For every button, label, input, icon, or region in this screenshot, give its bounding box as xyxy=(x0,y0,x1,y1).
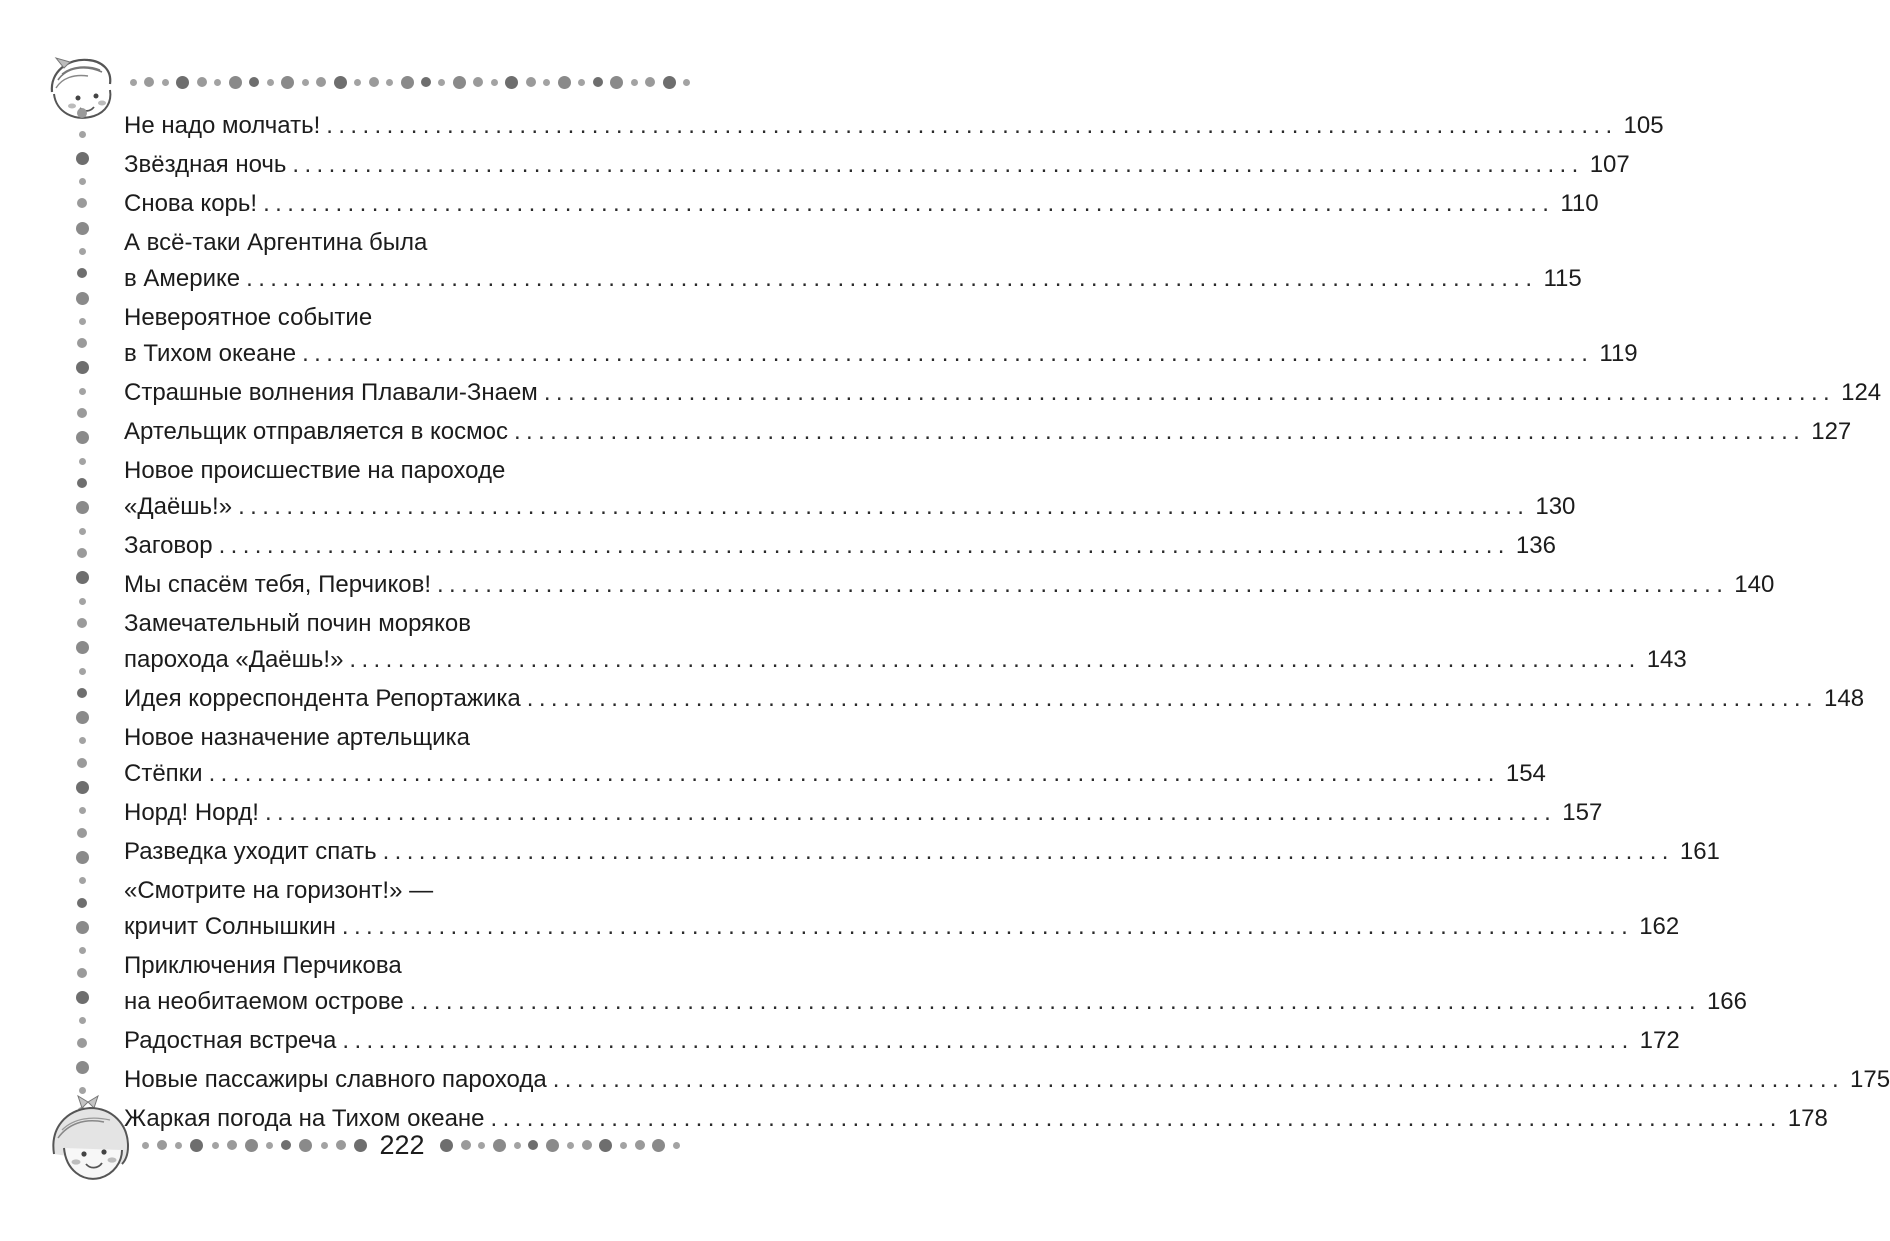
border-dot xyxy=(578,79,585,86)
toc-entry-page: 110 xyxy=(1560,190,1599,217)
toc-entry xyxy=(124,414,1852,450)
border-dot xyxy=(76,152,89,165)
toc-entry xyxy=(124,834,1720,870)
left-dotted-border xyxy=(72,108,92,1118)
border-dot xyxy=(79,178,86,185)
toc-entry-title: Жаркая погода на Тихом океане xyxy=(124,1105,485,1132)
toc-entry-title: Снова корь! xyxy=(124,190,258,217)
border-dot xyxy=(212,1142,219,1149)
toc-entry-title: Заговор xyxy=(124,532,213,559)
border-dot xyxy=(76,222,89,235)
toc-entry-title: Разведка уходит спать xyxy=(124,838,377,865)
border-dot xyxy=(77,478,87,488)
border-dot xyxy=(491,79,498,86)
border-dot xyxy=(76,921,89,934)
border-dot xyxy=(473,77,483,87)
top-dotted-border xyxy=(130,73,690,91)
border-dot xyxy=(79,248,86,255)
toc-entry-page: 148 xyxy=(1824,685,1865,712)
toc-entry-page: 178 xyxy=(1787,1105,1828,1132)
toc-entry xyxy=(124,948,1747,1020)
border-dot xyxy=(645,77,655,87)
toc-entry-title: Мы спасём тебя, Перчиков! xyxy=(124,571,431,598)
toc-entry-page: 143 xyxy=(1646,646,1687,673)
border-dot xyxy=(461,1140,471,1150)
border-dot xyxy=(453,76,466,89)
dot-leader: ........................................................................................................... xyxy=(382,838,1674,865)
toc-entry-page: 175 xyxy=(1850,1066,1890,1093)
border-dot xyxy=(77,828,87,838)
dot-leader: ........................................................................................................... xyxy=(349,646,1641,673)
border-dot xyxy=(76,851,89,864)
toc-entry-title: Страшные волнения Плавали-Знаем xyxy=(124,379,538,406)
border-dot xyxy=(610,76,623,89)
toc-entry-page: 115 xyxy=(1543,265,1582,292)
toc-entry xyxy=(124,1023,1680,1059)
border-dot xyxy=(76,501,89,514)
toc-entry xyxy=(124,375,1882,411)
toc-entry-title-line1: А всё-таки Аргентина была xyxy=(124,229,428,256)
border-dot xyxy=(79,318,86,325)
toc-entry-page: 140 xyxy=(1734,571,1775,598)
border-dot xyxy=(281,1140,291,1150)
toc-entry-title: парохода «Даёшь!» xyxy=(124,646,344,673)
toc-entry-page: 105 xyxy=(1623,112,1664,139)
border-dot xyxy=(354,1139,367,1152)
toc-entry xyxy=(124,147,1630,183)
toc-entry-page: 119 xyxy=(1599,340,1638,367)
toc-entry-title-line1: Новое происшествие на пароходе xyxy=(124,457,506,484)
border-dot xyxy=(130,79,137,86)
border-dot xyxy=(369,77,379,87)
toc-entry-page: 124 xyxy=(1841,379,1882,406)
toc-entry-title-line1: Замечательный почин моряков xyxy=(124,610,472,637)
dot-leader: ........................................................................................................... xyxy=(246,265,1538,292)
toc-entry-title: кричит Солнышкин xyxy=(124,913,336,940)
border-dot xyxy=(76,781,89,794)
toc-entry xyxy=(124,567,1775,603)
border-dot xyxy=(76,641,89,654)
border-dot xyxy=(652,1139,665,1152)
border-dot xyxy=(267,79,274,86)
border-dot xyxy=(440,1139,453,1152)
toc-entry xyxy=(124,873,1680,945)
border-dot xyxy=(175,1142,182,1149)
toc-entry-page: 127 xyxy=(1811,418,1852,445)
border-dot xyxy=(77,198,87,208)
toc-entry-page: 154 xyxy=(1505,760,1546,787)
toc-entry xyxy=(124,225,1582,297)
page-number: 222 xyxy=(379,1130,425,1160)
toc-entry-title: Норд! Норд! xyxy=(124,799,259,826)
border-dot xyxy=(336,1140,346,1150)
border-dot xyxy=(620,1142,627,1149)
border-dot xyxy=(249,77,259,87)
dot-leader: ........................................................................................................... xyxy=(208,760,1500,787)
border-dot xyxy=(76,711,89,724)
dot-leader: ........................................................................................................... xyxy=(292,151,1584,178)
border-dot xyxy=(76,431,89,444)
girl-face-icon xyxy=(48,1094,140,1190)
border-dot xyxy=(142,1142,149,1149)
toc-entry-page: 107 xyxy=(1589,151,1630,178)
border-dot xyxy=(77,108,87,118)
border-dot xyxy=(214,79,221,86)
border-dot xyxy=(79,807,86,814)
dot-leader: ........................................................................................................... xyxy=(302,340,1594,367)
toc-entry-title-line1: Невероятное событие xyxy=(124,304,373,331)
toc-entry-title-line1: Приключения Перчикова xyxy=(124,952,402,979)
border-dot xyxy=(543,79,550,86)
dot-leader: ........................................................................................................... xyxy=(218,532,1510,559)
border-dot xyxy=(144,77,154,87)
toc-entry-title: Новые пассажиры славного парохода xyxy=(124,1066,547,1093)
border-dot xyxy=(582,1140,592,1150)
border-dot xyxy=(505,76,518,89)
border-dot xyxy=(77,898,87,908)
toc-entry xyxy=(124,186,1599,222)
toc-entry-title: Звёздная ночь xyxy=(124,151,287,178)
dot-leader: ........................................................................................................... xyxy=(552,1066,1845,1093)
border-dot xyxy=(663,76,676,89)
toc-entry-title-line1: Новое назначение артельщика xyxy=(124,724,470,751)
border-dot xyxy=(635,1140,645,1150)
border-dot xyxy=(79,528,86,535)
border-dot xyxy=(79,598,86,605)
toc-entry-title-line1: «Смотрите на горизонт!» — xyxy=(124,877,434,904)
border-dot xyxy=(79,458,86,465)
border-dot xyxy=(421,77,431,87)
dot-leader: ........................................................................................................... xyxy=(264,799,1557,826)
toc-entry-page: 130 xyxy=(1535,493,1576,520)
toc-entry-title: Стёпки xyxy=(124,760,203,787)
bottom-dotted-border xyxy=(440,1136,680,1154)
border-dot xyxy=(227,1140,237,1150)
border-dot xyxy=(593,77,603,87)
toc-entry-title: в Тихом океане xyxy=(124,340,297,367)
border-dot xyxy=(76,292,89,305)
dot-leader: ........................................................................................................... xyxy=(263,190,1555,217)
toc-entry xyxy=(124,108,1664,144)
border-dot xyxy=(528,1140,538,1150)
toc-entry-page: 136 xyxy=(1515,532,1556,559)
border-dot xyxy=(321,1142,328,1149)
border-dot xyxy=(77,618,87,628)
border-dot xyxy=(77,758,87,768)
dot-leader: ........................................................................................................... xyxy=(513,418,1806,445)
border-dot xyxy=(176,76,189,89)
border-dot xyxy=(76,991,89,1004)
border-dot xyxy=(76,361,89,374)
border-dot xyxy=(77,1038,87,1048)
toc-entry-title: «Даёшь!» xyxy=(124,493,233,520)
border-dot xyxy=(316,77,326,87)
toc-entry-title: на необитаемом острове xyxy=(124,988,404,1015)
border-dot xyxy=(478,1142,485,1149)
toc-entry xyxy=(124,795,1603,831)
border-dot xyxy=(299,1139,312,1152)
border-dot xyxy=(77,408,87,418)
border-dot xyxy=(79,737,86,744)
border-dot xyxy=(79,668,86,675)
toc-entry-page: 166 xyxy=(1706,988,1747,1015)
border-dot xyxy=(79,131,86,138)
border-dot xyxy=(302,79,309,86)
dot-leader: ........................................................................................................... xyxy=(526,685,1819,712)
dot-leader: ........................................................................................................... xyxy=(436,571,1729,598)
toc-entry-page: 172 xyxy=(1639,1027,1680,1054)
border-dot xyxy=(281,76,294,89)
border-dot xyxy=(514,1142,521,1149)
border-dot xyxy=(197,77,207,87)
dot-leader: ........................................................................................................... xyxy=(543,379,1836,406)
border-dot xyxy=(229,76,242,89)
toc-entry-title: Идея корреспондента Репортажика xyxy=(124,685,521,712)
toc-entry xyxy=(124,300,1638,372)
border-dot xyxy=(401,76,414,89)
toc-entry xyxy=(124,528,1556,564)
border-dot xyxy=(76,1061,89,1074)
dot-leader: ........................................................................................................... xyxy=(342,1027,1634,1054)
border-dot xyxy=(558,76,571,89)
border-dot xyxy=(386,79,393,86)
border-dot xyxy=(493,1139,506,1152)
toc-entry-title: Артельщик отправляется в космос xyxy=(124,418,508,445)
bottom-dotted-border xyxy=(142,1136,367,1154)
toc-entry xyxy=(124,720,1546,792)
border-dot xyxy=(438,79,445,86)
border-dot xyxy=(266,1142,273,1149)
toc-entry-title: Радостная встреча xyxy=(124,1027,337,1054)
border-dot xyxy=(77,268,87,278)
border-dot xyxy=(79,877,86,884)
toc-entry xyxy=(124,453,1576,525)
toc-entry-page: 162 xyxy=(1639,913,1680,940)
toc-entry-page: 161 xyxy=(1679,838,1720,865)
border-dot xyxy=(79,947,86,954)
border-dot xyxy=(79,1017,86,1024)
border-dot xyxy=(77,338,87,348)
toc-entry-title: Не надо молчать! xyxy=(124,112,321,139)
border-dot xyxy=(162,79,169,86)
border-dot xyxy=(526,77,536,87)
dot-leader: ........................................................................................................... xyxy=(326,112,1618,139)
toc-entry-page: 157 xyxy=(1562,799,1603,826)
border-dot xyxy=(79,388,86,395)
border-dot xyxy=(683,79,690,86)
dot-leader: ........................................................................................................... xyxy=(409,988,1701,1015)
border-dot xyxy=(157,1140,167,1150)
border-dot xyxy=(334,76,347,89)
dot-leader: ........................................................................................................... xyxy=(238,493,1530,520)
table-of-contents xyxy=(124,108,1890,1140)
border-dot xyxy=(567,1142,574,1149)
border-dot xyxy=(631,79,638,86)
dot-leader: ........................................................................................................... xyxy=(490,1105,1782,1132)
border-dot xyxy=(76,571,89,584)
border-dot xyxy=(546,1139,559,1152)
toc-entry xyxy=(124,606,1687,678)
toc-entry-title: в Америке xyxy=(124,265,241,292)
border-dot xyxy=(77,968,87,978)
toc-entry xyxy=(124,681,1865,717)
border-dot xyxy=(245,1139,258,1152)
toc-entry xyxy=(124,1062,1890,1098)
border-dot xyxy=(77,548,87,558)
border-dot xyxy=(599,1139,612,1152)
border-dot xyxy=(354,79,361,86)
border-dot xyxy=(190,1139,203,1152)
border-dot xyxy=(673,1142,680,1149)
dot-leader: ........................................................................................................... xyxy=(341,913,1634,940)
border-dot xyxy=(77,688,87,698)
